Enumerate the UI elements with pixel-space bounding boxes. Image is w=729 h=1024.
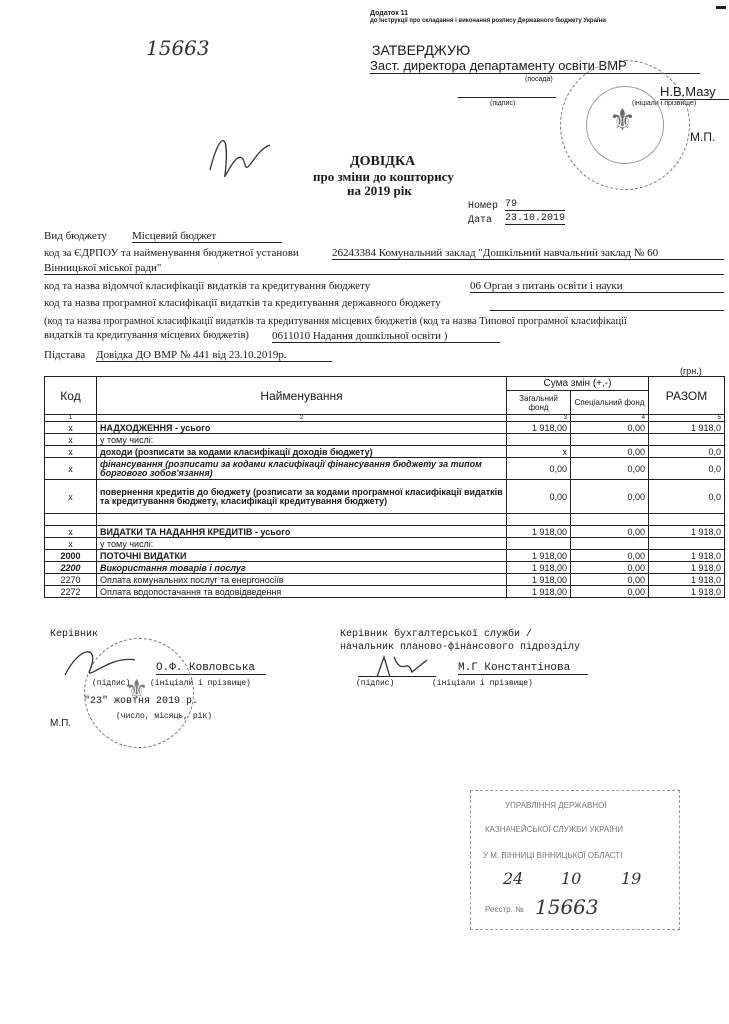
edrpou-label: код за ЄДРПОУ та найменування бюджетної установи xyxy=(44,247,299,259)
row-total: 1 918,0 xyxy=(649,422,725,434)
doc-title: ДОВІДКА xyxy=(350,154,416,169)
row-code: x xyxy=(45,458,97,480)
row-code: x xyxy=(45,526,97,538)
table-row xyxy=(45,446,725,458)
head-name-caption: (ініціали і прізвище) xyxy=(150,679,251,688)
header-note-1: Додаток 11 xyxy=(370,10,409,17)
table-row xyxy=(45,538,725,550)
row-general xyxy=(507,514,571,526)
header-general: Загальний фонд xyxy=(507,391,571,415)
treasury-reg-number: 15663 xyxy=(535,895,599,919)
row-name: Оплата комунальних послуг та енергоносіїв xyxy=(97,574,507,586)
row-special: 0,00 xyxy=(571,422,649,434)
trident-icon: ⚜ xyxy=(609,104,636,137)
row-special: 0,00 xyxy=(571,574,649,586)
row-general: 1 918,00 xyxy=(507,574,571,586)
index-cell: 2 xyxy=(97,415,507,422)
row-name: фінансування (розписати за кодами класифікації фінансування бюджету за типом боргового зобов'язання) xyxy=(97,458,507,480)
doc-subtitle: про зміни до кошторису xyxy=(313,169,454,184)
head-signature-scribble xyxy=(60,640,140,685)
row-special: 0,00 xyxy=(571,458,649,480)
row-name: ПОТОЧНІ ВИДАТКИ xyxy=(97,550,507,562)
head-label: Керівник xyxy=(50,629,99,640)
header-special: Спеціальний фонд xyxy=(571,391,649,415)
row-total: 0,0 xyxy=(649,480,725,514)
row-name: у тому числі: xyxy=(97,538,507,550)
treasury-date-day: 24 xyxy=(503,869,524,888)
row-total: 1 918,0 xyxy=(649,550,725,562)
treasury-date-year: 19 xyxy=(621,869,642,888)
header-total: РАЗОМ xyxy=(649,377,725,415)
index-cell: 5 xyxy=(649,415,725,422)
row-code: 2200 xyxy=(45,562,97,574)
row-name xyxy=(97,514,507,526)
row-general: 1 918,00 xyxy=(507,526,571,538)
number-value: 79 xyxy=(505,199,565,211)
row-code: 2270 xyxy=(45,574,97,586)
head-mp: М.П. xyxy=(50,718,72,729)
approval-position: Заст. директора департаменту освіти ВМР xyxy=(370,58,700,74)
row-general: 0,00 xyxy=(507,480,571,514)
row-general: x xyxy=(507,446,571,458)
prog-local-label-2: видатків та кредитування місцевих бюджетів) xyxy=(44,330,249,341)
accountant-name-caption: (ініціали і прізвище) xyxy=(432,679,533,688)
row-special: 0,00 xyxy=(571,586,649,598)
row-special: 0,00 xyxy=(571,526,649,538)
edrpou-value: 26243384 Комунальний заклад "Дошкільний навчальний заклад № 60 xyxy=(332,247,724,260)
table-row xyxy=(45,458,725,480)
vedom-value: 06 Орган з питань освіти і науки xyxy=(470,280,724,293)
header-name: Найменування xyxy=(97,377,507,415)
prog-state-line xyxy=(490,310,724,311)
head-sign-caption: (підпис) xyxy=(92,679,131,688)
accountant-signature-scribble xyxy=(372,652,432,682)
row-special: 0,00 xyxy=(571,480,649,514)
table-row xyxy=(45,586,725,598)
row-code: 2272 xyxy=(45,586,97,598)
treasury-reg-label: Реєстр. № xyxy=(485,905,524,914)
table-row xyxy=(45,550,725,562)
index-cell: 3 xyxy=(507,415,571,422)
accountant-label: Керівник бухгалтерської служби / xyxy=(340,629,533,640)
row-general: 1 918,00 xyxy=(507,422,571,434)
row-general: 1 918,00 xyxy=(507,562,571,574)
row-special xyxy=(571,514,649,526)
row-general xyxy=(507,434,571,446)
table-row xyxy=(45,526,725,538)
basis-label: Підстава xyxy=(44,349,86,361)
handwritten-number: 15663 xyxy=(146,36,210,60)
row-name: Використання товарів і послуг xyxy=(97,562,507,574)
row-total: 0,0 xyxy=(649,446,725,458)
treasury-date-month: 10 xyxy=(561,869,582,888)
row-name: Оплата водопостачання та водовідведення xyxy=(97,586,507,598)
index-cell: 1 xyxy=(45,415,97,422)
row-code: 2000 xyxy=(45,550,97,562)
signature-caption: (підпис) xyxy=(490,100,516,107)
table-row xyxy=(45,574,725,586)
position-caption: (посада) xyxy=(525,76,553,83)
row-general xyxy=(507,538,571,550)
row-total: 1 918,0 xyxy=(649,574,725,586)
row-total: 1 918,0 xyxy=(649,526,725,538)
row-total: 1 918,0 xyxy=(649,586,725,598)
row-code: x xyxy=(45,434,97,446)
row-total xyxy=(649,538,725,550)
prog-state-label: код та назва програмної класифікації видатків та кредитування державного бюджету xyxy=(44,297,441,309)
row-special xyxy=(571,434,649,446)
doc-year: на 2019 рік xyxy=(347,183,412,198)
row-code: x xyxy=(45,538,97,550)
header-code: Код xyxy=(45,377,97,415)
name-caption: (ініціали і прізвище) xyxy=(632,100,697,107)
approval-sign-line xyxy=(458,97,556,98)
treasury-line-2: КАЗНАЧЕЙСЬКОЇ СЛУЖБИ УКРАЇНИ xyxy=(485,825,623,834)
header-note-2: до Інструкції про складання і виконання розпису Державного бюджету України xyxy=(370,18,606,24)
index-row xyxy=(45,415,725,422)
trident-icon: ⚜ xyxy=(125,675,149,704)
treasury-line-3: У М. ВІННИЦІ ВІННИЦЬКОЇ ОБЛАСТІ xyxy=(483,851,623,860)
approval-name: Н.В.Мазу xyxy=(660,84,729,100)
row-name: повернення кредитів до бюджету (розписати за кодами програмної класифікації видатків та кредитування бюджету, класифікації кредитування бюджету) xyxy=(97,480,507,514)
row-special: 0,00 xyxy=(571,446,649,458)
row-name: НАДХОДЖЕННЯ - усього xyxy=(97,422,507,434)
row-total xyxy=(649,434,725,446)
row-special: 0,00 xyxy=(571,550,649,562)
edrpou-value-2: Вінницької міської ради" xyxy=(44,262,724,275)
row-code: x xyxy=(45,480,97,514)
table-body xyxy=(45,422,725,598)
row-name: у тому числі: xyxy=(97,434,507,446)
accountant-label-2: начальник планово-фінансового підрозділу xyxy=(340,642,581,653)
budget-type-label: Вид бюджету xyxy=(44,230,107,242)
date-value: 23.10.2019 xyxy=(505,213,566,224)
vedom-label: код та назва відомчої класифікації видатків та кредитування бюджету xyxy=(44,280,371,292)
approval-title: ЗАТВЕРДЖУЮ xyxy=(372,42,471,58)
row-total xyxy=(649,514,725,526)
unit-label: (грн.) xyxy=(680,366,702,376)
changes-table xyxy=(44,376,725,598)
treasury-line-1: УПРАВЛІННЯ ДЕРЖАВНОЇ xyxy=(505,801,607,810)
table-row xyxy=(45,422,725,434)
row-general: 1 918,00 xyxy=(507,550,571,562)
table-row xyxy=(45,514,725,526)
row-general: 0,00 xyxy=(507,458,571,480)
prog-local-label: (код та назва програмної класифікації видатків та кредитування місцевих бюджетів (код та назва Типової програмної класифікації xyxy=(44,316,627,327)
prog-local-value: 0611010 Надання дошкільної освіти ) xyxy=(272,330,500,343)
header-sum: Сума змін (+,-) xyxy=(507,377,649,391)
head-name: О.Ф. Ковловська xyxy=(156,662,266,675)
approval-mp: М.П. xyxy=(690,130,716,144)
row-total: 0,0 xyxy=(649,458,725,480)
treasury-stamp xyxy=(470,790,680,930)
table-row xyxy=(45,480,725,514)
basis-value: Довідка ДО ВМР № 441 від 23.10.2019р. xyxy=(96,349,332,362)
row-code: x xyxy=(45,422,97,434)
index-cell: 4 xyxy=(571,415,649,422)
number-label: Номер xyxy=(468,201,499,212)
corner-mark xyxy=(716,6,726,9)
budget-type-value: Місцевий бюджет xyxy=(132,230,282,243)
head-date: "23" жовтня 2019 р. xyxy=(84,696,199,707)
date-label: Дата xyxy=(468,215,493,226)
row-general: 1 918,00 xyxy=(507,586,571,598)
approval-seal xyxy=(560,60,690,190)
row-special: 0,00 xyxy=(571,562,649,574)
row-special xyxy=(571,538,649,550)
date-caption: (число, місяць, рік) xyxy=(116,712,213,721)
row-code xyxy=(45,514,97,526)
left-signature-scribble xyxy=(200,120,280,190)
row-code: x xyxy=(45,446,97,458)
table-row xyxy=(45,434,725,446)
accountant-sign-caption: (підпис) xyxy=(356,679,395,688)
row-name: доходи (розписати за кодами класифікації доходів бюджету) xyxy=(97,446,507,458)
row-name: ВИДАТКИ ТА НАДАННЯ КРЕДИТІВ - усього xyxy=(97,526,507,538)
table-row xyxy=(45,562,725,574)
row-total: 1 918,0 xyxy=(649,562,725,574)
accountant-name: М.Г Константінова xyxy=(458,662,588,675)
